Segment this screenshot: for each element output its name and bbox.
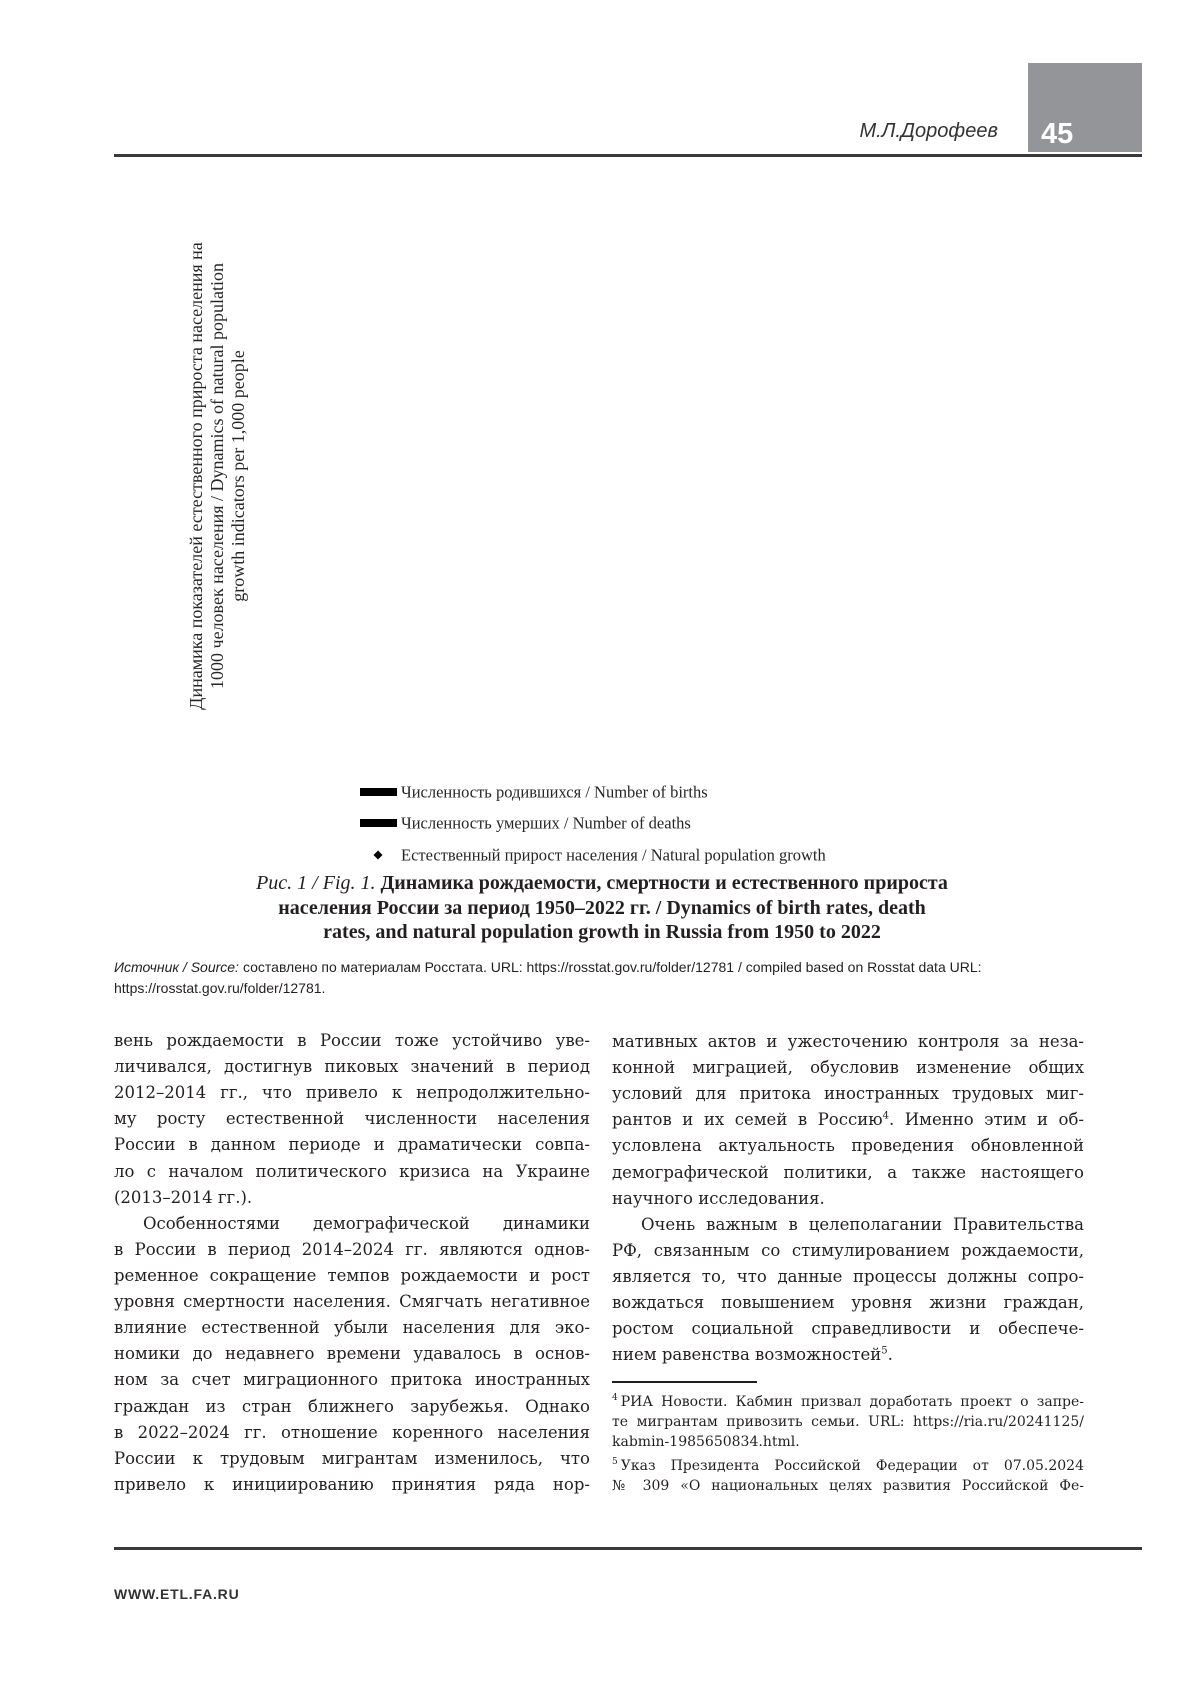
paragraph (612, 1212, 1084, 1369)
footnote-line[interactable]: kabmin-1985650834.html. (612, 1434, 800, 1450)
text-line: научного исследования. (612, 1188, 825, 1208)
page-number: 45 (1041, 118, 1074, 150)
y-axis-title-line: growth indicators per 1,000 people (228, 350, 248, 602)
text-line: ло с началом политического кризиса на Украине (114, 1161, 590, 1181)
text-line: условлена актуальность проведения обновленной (612, 1136, 1084, 1156)
text-line: привело к инициированию принятия ряда нор- (114, 1474, 590, 1494)
footnote-ref-5[interactable]: 5 (881, 1345, 888, 1357)
text-line: демографической политики, а также настоящего (612, 1162, 1084, 1182)
y-axis-title-line: 1000 человек населения / Dynamics of natural population (207, 263, 227, 689)
footnote-rule (612, 1381, 757, 1383)
text-line: уровня смертности населения. Смягчать негативное (114, 1292, 590, 1312)
text-line: является то, что данные процессы должны сопро- (612, 1266, 1084, 1286)
legend-label-deaths: Численность умерших / Number of deaths (401, 813, 691, 833)
caption-line: rates, and natural population growth in Russia from 1950 to 2022 (323, 921, 881, 943)
caption-text: Динамика рождаемости, смертности и естественного прироста (380, 872, 948, 894)
text-segment: нием равенства возможностей (612, 1345, 882, 1365)
caption-prefix: Рис. 1 / Fig. 1. (256, 872, 376, 894)
text-line: России в данном периоде и драматически совпа- (114, 1135, 590, 1155)
caption-line: населения России за период 1950–2022 гг. / Dynamics of birth rates, death (278, 896, 926, 919)
text-line: вень рождаемости в России тоже устойчиво уве- (114, 1031, 590, 1050)
legend-swatch-births (360, 788, 397, 796)
source-line: https://rosstat.gov.ru/folder/12781. (114, 980, 326, 996)
text-line: ном за счет миграционного притока иностранных (114, 1370, 590, 1390)
text-line: в России в период 2014–2024 гг. являются однов- (114, 1239, 590, 1259)
text-line: РФ, связанным со стимулированием рождаемости, (612, 1240, 1084, 1260)
text-line: 2012–2014 гг., что привело к непродолжительно- (114, 1083, 590, 1103)
text-line: ременное сокращение темпов рождаемости и рост (114, 1265, 590, 1285)
figure-source (114, 957, 1114, 999)
text-segment: рантов и их семей в Россию (612, 1110, 883, 1130)
text-line (612, 1342, 1084, 1368)
text-line: конной миграцией, обусловив изменение общих (612, 1058, 1084, 1078)
footnote-marker: 5 (612, 1457, 618, 1468)
legend-label-growth: Естественный прирост населения / Natural population growth (401, 845, 826, 865)
legend-swatch-growth-marker (374, 851, 383, 860)
text-line: Очень важным в целеполагании Правительства (641, 1214, 1084, 1234)
footnote-text: Указ Президента Российской Федерации от 07.05.2024 (620, 1458, 1084, 1474)
text-line: условий для притока иностранных трудовых миг- (612, 1084, 1084, 1104)
legend-swatch-deaths (360, 819, 397, 827)
legend (358, 783, 827, 865)
footnote-4 (612, 1392, 1084, 1452)
text-segment: . Именно этим и об- (888, 1110, 1084, 1130)
text-line: му росту естественной численности населения (114, 1109, 590, 1129)
text-line: вождаться повышением уровня жизни граждан, (612, 1293, 1084, 1313)
text-line: мативных актов и ужесточению контроля за неза- (612, 1032, 1084, 1051)
body-column-left (114, 1028, 590, 1498)
body-column-right (612, 1029, 1084, 1368)
text-line: ростом социальной справедливости и обеспече- (612, 1319, 1084, 1339)
source-text: составлено по материалам Росстата. URL: https://rosstat.gov.ru/folder/12781 / compiled based on Rosstat data URL: (242, 959, 982, 975)
paragraph (114, 1211, 590, 1498)
text-line (612, 1107, 1084, 1133)
footer-rule (114, 1547, 1142, 1550)
text-line: влияние естественной убыли населения для эко- (114, 1318, 590, 1338)
footnote-line[interactable]: те мигрантам привозить семьи. URL: https://ria.ru/20241125/ (612, 1414, 1084, 1430)
footer-url[interactable]: WWW.ETL.FA.RU (114, 1586, 240, 1602)
text-line: Особенностями демографической динамики (143, 1213, 590, 1233)
running-head-author: М.Л.Дорофеев (859, 120, 998, 142)
y-axis-title (186, 242, 248, 710)
text-line: личивался, достигнув пиковых значений в период (114, 1057, 590, 1077)
footnote-marker: 4 (612, 1393, 618, 1404)
text-line: (2013–2014 гг.). (114, 1187, 253, 1207)
y-axis-title-line: Динамика показателей естественного прироста населения на (186, 242, 206, 710)
paragraph (114, 1028, 590, 1211)
text-line: номики до недавнего времени удавалось в основ- (114, 1344, 590, 1364)
source-line (114, 957, 1114, 978)
caption-line (150, 871, 1054, 896)
footnote-5 (612, 1456, 1084, 1496)
legend-label-births: Численность родившихся / Number of births (401, 782, 708, 802)
text-line: России к трудовым мигрантам изменилось, что (114, 1448, 590, 1468)
source-prefix: Источник / Source: (114, 959, 239, 975)
figure-caption (150, 871, 1054, 945)
footnote-line: № 309 «О национальных целях развития Российской Фе- (612, 1478, 1084, 1494)
paragraph (612, 1029, 1084, 1212)
footnote-line (612, 1392, 1084, 1412)
footnote-line (612, 1456, 1084, 1476)
text-line: граждан из стран ближнего зарубежья. Однако (114, 1396, 590, 1416)
footnote-text: РИА Новости. Кабмин призвал доработать проект о запре- (620, 1394, 1084, 1410)
text-line: в 2022–2024 гг. отношение коренного населения (114, 1422, 590, 1442)
footnote-ref-4[interactable]: 4 (882, 1110, 889, 1122)
text-segment: . (887, 1345, 893, 1365)
